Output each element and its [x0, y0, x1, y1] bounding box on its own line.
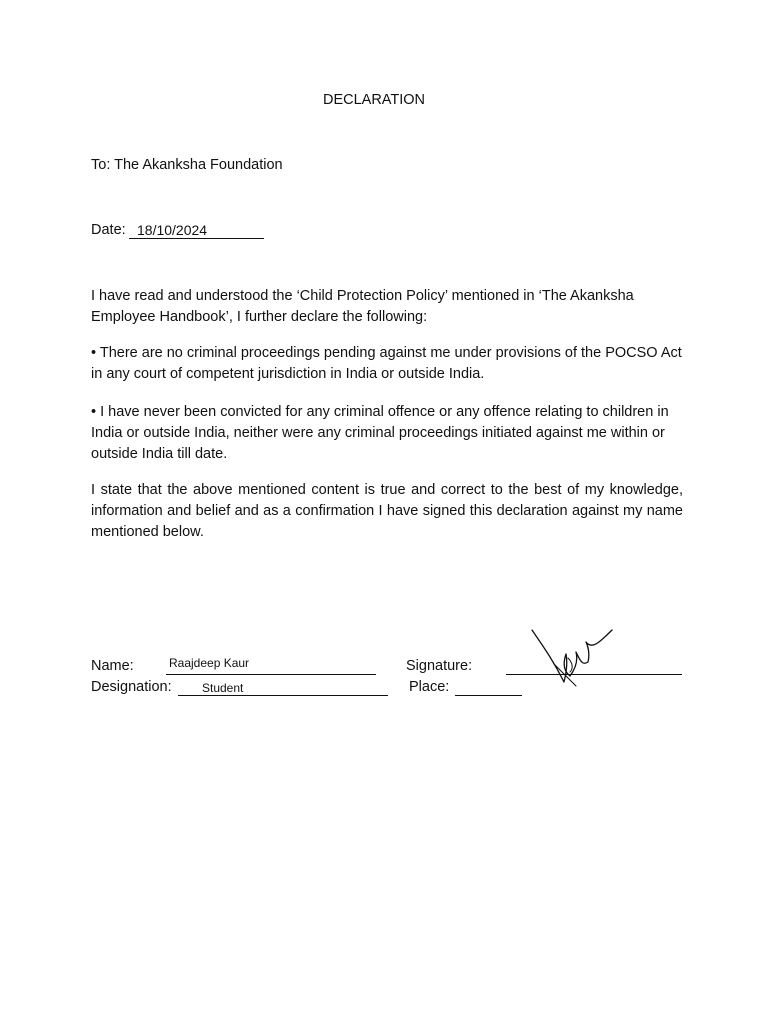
name-label: Name:	[91, 658, 134, 674]
document-title: DECLARATION	[322, 92, 426, 108]
declaration-point-2: • I have never been convicted for any criminal offence or any offence relating to children in India or outside India, neither were any criminal proceedings initiated against me within or outside India till date.	[91, 404, 669, 462]
designation-value: Student	[202, 681, 244, 695]
intro-paragraph: I have read and understood the ‘Child Protection Policy’ mentioned in ‘The Akanksha Employee Handbook’, I further declare the following:	[91, 288, 634, 325]
signature-label: Signature:	[406, 658, 473, 674]
name-value: Raajdeep Kaur	[169, 656, 250, 670]
place-underline	[455, 678, 522, 696]
handwritten-signature	[526, 624, 618, 690]
recipient-line: To: The Akanksha Foundation	[91, 157, 283, 173]
designation-label: Designation:	[91, 679, 172, 695]
place-label: Place:	[409, 679, 450, 695]
date-value: 18/10/2024	[137, 222, 208, 238]
confirmation-paragraph: I state that the above mentioned content is true and correct to the best of my knowledge, information and belief and as a confirmation I have signed this declaration against my name mentioned below.	[91, 482, 683, 540]
date-label: Date:	[91, 222, 126, 238]
declaration-point-1: • There are no criminal proceedings pending against me under provisions of the POCSO Act in any court of competent jurisdiction in India or outside India.	[91, 345, 682, 382]
